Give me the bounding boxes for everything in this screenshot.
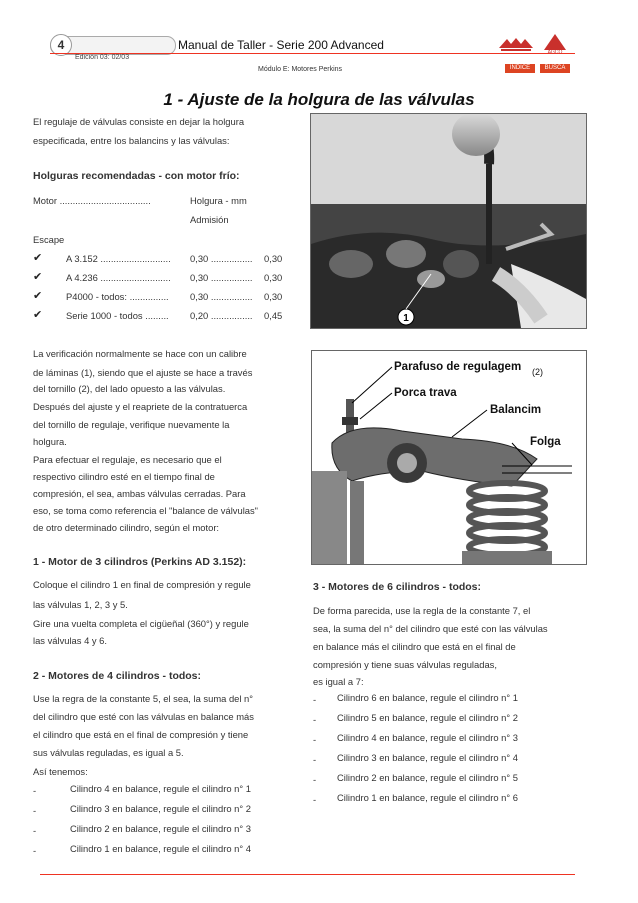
para-line: de otro determinado cilindro, según el motor: [33, 522, 220, 533]
holgura-row-esc: 0,30 [264, 272, 283, 283]
check-icon: ✔ [33, 271, 43, 283]
diagram-label: (2) [532, 367, 543, 377]
holguras-heading: Holguras recomendadas - con motor frío: [33, 170, 240, 182]
s3-line: compresión y tiene suas válvulas reguladas, [313, 659, 497, 670]
holgura-row-adm: 0,30 ................ [190, 291, 253, 302]
s1-line: las válvulas 1, 2, 3 y 5. [33, 599, 128, 610]
dash: - [313, 774, 317, 785]
diagram-label: Folga [530, 436, 561, 448]
dash: - [33, 845, 37, 856]
holgura-row-adm: 0,20 ................ [190, 310, 253, 321]
section-3-heading: 3 - Motores de 6 cilindros - todos: [313, 581, 482, 593]
section-2-heading: 2 - Motores de 4 cilindros - todos: [33, 670, 202, 682]
s3-line: en balance más el cilindro que está en el final de [313, 641, 516, 652]
s2-line: sus válvulas reguladas, es igual a 5. [33, 747, 184, 758]
diagram-label: Parafuso de regulagem [394, 361, 522, 373]
s3-item: Cilindro 3 en balance, regule el cilindro n° 4 [337, 752, 518, 763]
para-line: eso, se toma como referencia el "balance de válvulas" [33, 505, 259, 516]
despues-line: Después del ajuste y el reapriete de la contratuerca [33, 401, 248, 412]
s3-item: Cilindro 6 en balance, regule el cilindro n° 1 [337, 692, 518, 703]
brand-logo-icon [497, 36, 535, 52]
rocker-arm-illustration [312, 351, 586, 564]
dash: - [313, 734, 317, 745]
header-rule [50, 53, 575, 54]
despues-line: del tornillo de regulaje, verifique nuevamente la [33, 419, 230, 430]
module-text: Módulo E: Motores Perkins [258, 66, 343, 73]
dash: - [33, 785, 37, 796]
despues-line: holgura. [33, 436, 67, 447]
s2-line: el cilindro que está en el final de compresión y tiene [33, 729, 249, 740]
verif-line: del tornillo (2), del lado opuesto a las válvulas. [33, 383, 226, 394]
check-icon: ✔ [33, 309, 43, 321]
s2-asi: Así tenemos: [33, 766, 88, 777]
holgura-row-esc: 0,45 [264, 310, 283, 321]
para-line: compresión, el sea, ambas válvulas cerradas. Para [33, 488, 246, 499]
para-line: Para efectuar el regulaje, es necesario que el [33, 454, 222, 465]
svg-text:AGCO: AGCO [547, 49, 563, 54]
para-line: respectivo cilindro esté en el tiempo final de [33, 471, 215, 482]
dash: - [313, 694, 317, 705]
escape-label: Escape [33, 234, 65, 245]
s3-line: sea, la suma del n° del cilindro que esté con las válvulas [313, 623, 548, 634]
rocker-arm-diagram [311, 350, 587, 565]
holgura-row-name: P4000 - todos: ............... [66, 291, 169, 302]
s2-line: del cilindro que esté con las válvulas en balance más [33, 711, 254, 722]
verif-line: La verificación normalmente se hace con un calibre [33, 348, 247, 359]
check-icon: ✔ [33, 252, 43, 264]
holgura-row-name: A 3.152 ........................... [66, 253, 171, 264]
dash: - [33, 825, 37, 836]
index-button[interactable]: INDICE [505, 64, 535, 73]
holgura-row-esc: 0,30 [264, 253, 283, 264]
header-title: Manual de Taller - Serie 200 Advanced [178, 38, 384, 52]
s1-line: las válvulas 4 y 6. [33, 635, 107, 646]
search-button[interactable]: BUSCA [540, 64, 570, 73]
diagram-label: Balancim [490, 404, 542, 416]
page-title: 1 - Ajuste de la holgura de las válvulas [163, 90, 475, 109]
agco-logo-icon [544, 34, 566, 54]
dash: - [313, 794, 317, 805]
s3-igual: es igual a 7: [313, 676, 364, 687]
s3-line: De forma parecida, use la regla de la constante 7, el [313, 605, 531, 616]
s3-item: Cilindro 1 en balance, regule el cilindro n° 6 [337, 792, 518, 803]
motor-label: Motor ................................... [33, 195, 151, 206]
s3-item: Cilindro 5 en balance, regule el cilindro n° 2 [337, 712, 518, 723]
check-icon: ✔ [33, 290, 43, 302]
dash: - [313, 714, 317, 725]
valve-adjust-photo [310, 113, 587, 329]
holgura-row-name: Serie 1000 - todos ......... [66, 310, 169, 321]
verif-line: de láminas (1), siendo que el ajuste se hace a través [33, 367, 253, 378]
edition-text: Edición 03: 02/03 [75, 54, 130, 61]
s2-item: Cilindro 2 en balance, regule el cilindro n° 3 [70, 823, 251, 834]
footer-rule [40, 874, 575, 875]
diagram-label: Porca trava [394, 387, 457, 399]
s2-item: Cilindro 4 en balance, regule el cilindro n° 1 [70, 783, 251, 794]
s1-line: Gire una vuelta completa el cigüeñal (360°) y regule [33, 618, 249, 629]
holgura-row-adm: 0,30 ................ [190, 253, 253, 264]
photo-callout-1: 1 [403, 313, 409, 324]
intro-line-1: El regulaje de válvulas consiste en dejar la holgura [33, 116, 245, 127]
s2-line: Use la regra de la constante 5, el sea, la suma del n° [33, 693, 254, 704]
section-1-heading: 1 - Motor de 3 cilindros (Perkins AD 3.152): [33, 556, 247, 568]
s3-item: Cilindro 2 en balance, regule el cilindro n° 5 [337, 772, 518, 783]
holgura-row-adm: 0,30 ................ [190, 272, 253, 283]
dash: - [33, 805, 37, 816]
admision-label: Admisión [190, 214, 229, 225]
s2-item: Cilindro 3 en balance, regule el cilindro n° 2 [70, 803, 251, 814]
holgura-label: Holgura - mm [190, 195, 247, 206]
engine-photo-illustration [311, 114, 586, 328]
page-number: 4 [50, 34, 72, 56]
intro-line-2: especificada, entre los balancins y las válvulas: [33, 135, 230, 146]
dash: - [313, 754, 317, 765]
holgura-row-esc: 0,30 [264, 291, 283, 302]
s2-item: Cilindro 1 en balance, regule el cilindro n° 4 [70, 843, 251, 854]
s1-line: Coloque el cilindro 1 en final de compresión y regule [33, 579, 251, 590]
holgura-row-name: A 4.236 ........................... [66, 272, 171, 283]
s3-item: Cilindro 4 en balance, regule el cilindro n° 3 [337, 732, 518, 743]
